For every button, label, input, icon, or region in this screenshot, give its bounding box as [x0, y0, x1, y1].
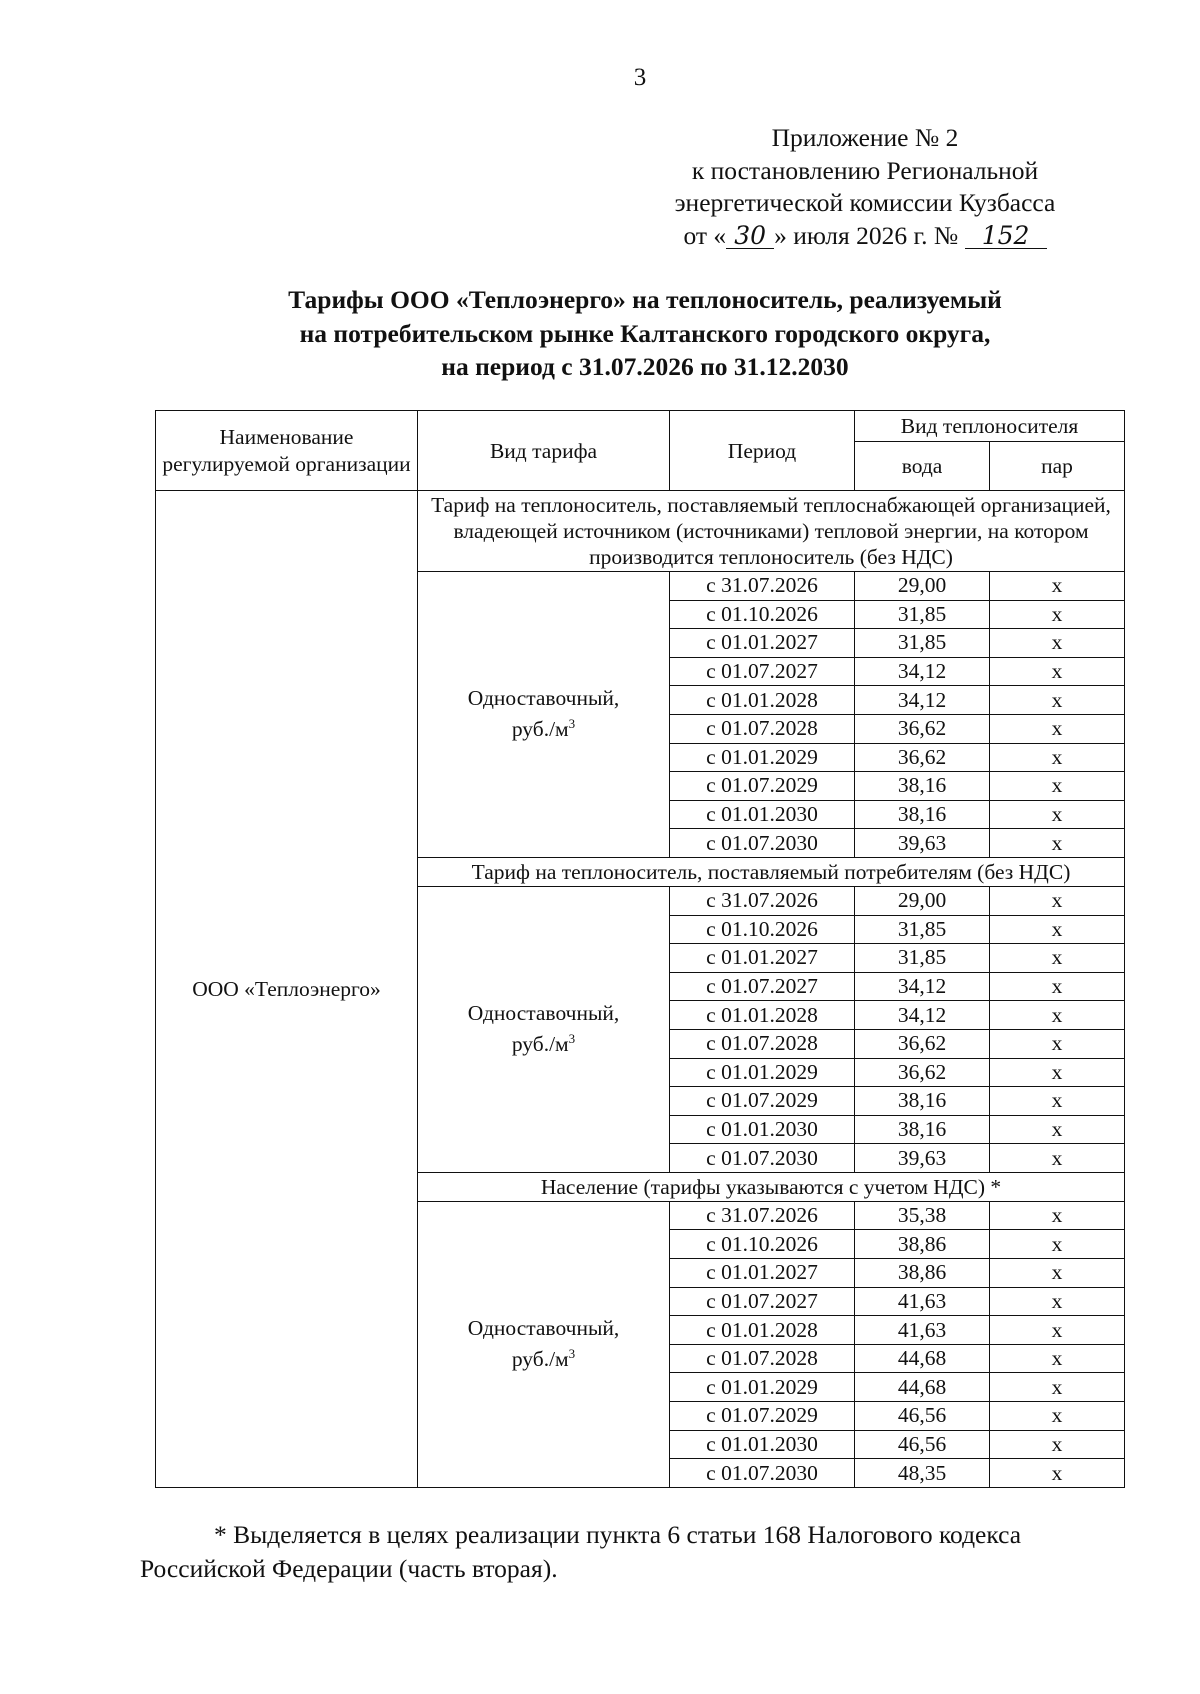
steam-cell: х: [990, 1001, 1125, 1030]
steam-cell: х: [990, 657, 1125, 686]
water-cell: 29,00: [855, 886, 990, 915]
steam-cell: х: [990, 800, 1125, 829]
steam-cell: х: [990, 1201, 1125, 1230]
period-cell: с 01.07.2030: [670, 829, 855, 858]
appendix-resolution-ref: к постановлению Региональной: [691, 155, 1039, 185]
period-cell: с 01.01.2028: [670, 686, 855, 715]
water-cell: 38,86: [855, 1230, 990, 1259]
water-cell: 38,16: [855, 800, 990, 829]
period-cell: с 31.07.2026: [670, 572, 855, 601]
tariff-unit: руб./м: [511, 1347, 569, 1372]
water-cell: 31,85: [855, 629, 990, 658]
header-organization: Наименование регулируемой организации: [156, 411, 418, 491]
water-cell: 34,12: [855, 1001, 990, 1030]
period-cell: с 01.01.2028: [670, 1001, 855, 1030]
steam-cell: х: [990, 1373, 1125, 1402]
header-period: Период: [670, 411, 855, 491]
appendix-number: Приложение № 2: [771, 123, 959, 152]
period-cell: с 01.01.2029: [670, 1058, 855, 1087]
title-line-1: Тарифы ООО «Теплоэнерго» на теплоноситель, реализуемый: [288, 285, 1002, 314]
steam-cell: х: [990, 629, 1125, 658]
steam-cell: х: [990, 714, 1125, 743]
period-cell: с 01.01.2030: [670, 1430, 855, 1459]
period-cell: с 01.01.2027: [670, 1259, 855, 1288]
steam-cell: х: [990, 886, 1125, 915]
tariff-type-cell: [418, 886, 670, 1172]
water-cell: 35,38: [855, 1201, 990, 1230]
period-cell: с 01.07.2028: [670, 1029, 855, 1058]
period-cell: с 01.07.2029: [670, 1087, 855, 1116]
period-cell: с 01.01.2027: [670, 944, 855, 973]
date-middle: » июля 2026 г. №: [774, 220, 959, 250]
tariff-unit: руб./м: [511, 717, 569, 742]
steam-cell: х: [990, 600, 1125, 629]
steam-cell: х: [990, 1259, 1125, 1288]
period-cell: с 01.10.2026: [670, 915, 855, 944]
title-line-3: на период с 31.07.2026 по 31.12.2030: [441, 352, 849, 381]
steam-cell: х: [990, 915, 1125, 944]
period-cell: с 01.07.2029: [670, 1402, 855, 1431]
section-title-row: [156, 491, 1125, 572]
steam-cell: х: [990, 743, 1125, 772]
tariff-unit-superscript: 3: [568, 1031, 576, 1047]
steam-cell: х: [990, 1402, 1125, 1431]
water-cell: 29,00: [855, 572, 990, 601]
steam-cell: х: [990, 1058, 1125, 1087]
tariff-type-cell: [418, 572, 670, 858]
period-cell: с 01.10.2026: [670, 600, 855, 629]
date-prefix: от «: [683, 220, 727, 250]
period-cell: с 01.07.2027: [670, 657, 855, 686]
water-cell: 38,16: [855, 772, 990, 801]
page-number: 3: [633, 64, 647, 91]
header-water: вода: [855, 442, 990, 491]
water-cell: 31,85: [855, 600, 990, 629]
period-cell: с 01.01.2030: [670, 800, 855, 829]
water-cell: 41,63: [855, 1287, 990, 1316]
water-cell: 34,12: [855, 972, 990, 1001]
steam-cell: х: [990, 772, 1125, 801]
section-title: Тариф на теплоноситель, поставляемый потребителям (без НДС): [418, 857, 1125, 886]
tariff-unit: руб./м: [511, 1032, 569, 1057]
period-cell: с 31.07.2026: [670, 886, 855, 915]
water-cell: 34,12: [855, 686, 990, 715]
period-cell: с 01.01.2028: [670, 1316, 855, 1345]
steam-cell: х: [990, 1087, 1125, 1116]
period-cell: с 01.07.2028: [670, 714, 855, 743]
water-cell: 48,35: [855, 1459, 990, 1488]
period-cell: с 01.01.2030: [670, 1115, 855, 1144]
header-tariff-type: Вид тарифа: [418, 411, 670, 491]
tariff-table-body: [156, 491, 1125, 1488]
water-cell: 44,68: [855, 1344, 990, 1373]
water-cell: 44,68: [855, 1373, 990, 1402]
organization-cell: ООО «Теплоэнерго»: [156, 491, 418, 1488]
water-cell: 34,12: [855, 657, 990, 686]
period-cell: с 01.07.2028: [670, 1344, 855, 1373]
steam-cell: х: [990, 1029, 1125, 1058]
period-cell: с 01.07.2030: [670, 1459, 855, 1488]
period-cell: с 01.07.2027: [670, 972, 855, 1001]
steam-cell: х: [990, 972, 1125, 1001]
tariff-unit-superscript: 3: [568, 1346, 576, 1362]
steam-cell: х: [990, 1430, 1125, 1459]
section-title: Тариф на теплоноситель, поставляемый теплоснабжающей организацией, владеющей источником (источниками) тепловой энергии, на котором производится теплоноситель (без НДС): [418, 491, 1125, 572]
water-cell: 31,85: [855, 944, 990, 973]
tariff-unit-superscript: 3: [568, 716, 576, 732]
water-cell: 39,63: [855, 829, 990, 858]
header-carrier-type: Вид теплоносителя: [855, 411, 1125, 442]
steam-cell: х: [990, 829, 1125, 858]
water-cell: 46,56: [855, 1402, 990, 1431]
appendix-date-line: [620, 220, 1110, 253]
period-cell: с 01.07.2027: [670, 1287, 855, 1316]
tariff-type-cell: [418, 1201, 670, 1487]
steam-cell: х: [990, 1230, 1125, 1259]
appendix-header: [620, 122, 1110, 252]
tariff-type-label: Одноставочный,: [467, 1316, 620, 1341]
tariff-table: [155, 410, 1125, 1488]
steam-cell: х: [990, 686, 1125, 715]
water-cell: 38,86: [855, 1259, 990, 1288]
period-cell: с 01.01.2029: [670, 743, 855, 772]
water-cell: 38,16: [855, 1087, 990, 1116]
water-cell: 46,56: [855, 1430, 990, 1459]
appendix-commission: энергетической комиссии Кузбасса: [674, 188, 1056, 217]
footnote: * Выделяется в целях реализации пункта 6 статьи 168 Налогового кодекса Российской Федерации (часть вторая).: [140, 1520, 1022, 1583]
tariff-type-label: Одноставочный,: [467, 686, 620, 711]
water-cell: 36,62: [855, 1058, 990, 1087]
period-cell: с 01.01.2027: [670, 629, 855, 658]
title-line-2: на потребительском рынке Калтанского городского округа,: [299, 318, 991, 348]
period-cell: с 01.07.2029: [670, 772, 855, 801]
handwritten-number: 152: [965, 224, 1047, 249]
water-cell: 36,62: [855, 743, 990, 772]
tariff-table-header: [156, 411, 1125, 491]
water-cell: 36,62: [855, 714, 990, 743]
water-cell: 39,63: [855, 1144, 990, 1173]
water-cell: 41,63: [855, 1316, 990, 1345]
steam-cell: х: [990, 944, 1125, 973]
steam-cell: х: [990, 572, 1125, 601]
section-title: Население (тарифы указываются с учетом НДС) *: [418, 1172, 1125, 1201]
period-cell: с 31.07.2026: [670, 1201, 855, 1230]
period-cell: с 01.10.2026: [670, 1230, 855, 1259]
steam-cell: х: [990, 1316, 1125, 1345]
period-cell: с 01.07.2030: [670, 1144, 855, 1173]
steam-cell: х: [990, 1459, 1125, 1488]
steam-cell: х: [990, 1344, 1125, 1373]
header-steam: пар: [990, 442, 1125, 491]
steam-cell: х: [990, 1144, 1125, 1173]
period-cell: с 01.01.2029: [670, 1373, 855, 1402]
water-cell: 31,85: [855, 915, 990, 944]
steam-cell: х: [990, 1287, 1125, 1316]
tariff-type-label: Одноставочный,: [467, 1001, 620, 1026]
steam-cell: х: [990, 1115, 1125, 1144]
document-title: [150, 283, 1140, 384]
handwritten-day: 30: [726, 224, 774, 249]
water-cell: 36,62: [855, 1029, 990, 1058]
water-cell: 38,16: [855, 1115, 990, 1144]
